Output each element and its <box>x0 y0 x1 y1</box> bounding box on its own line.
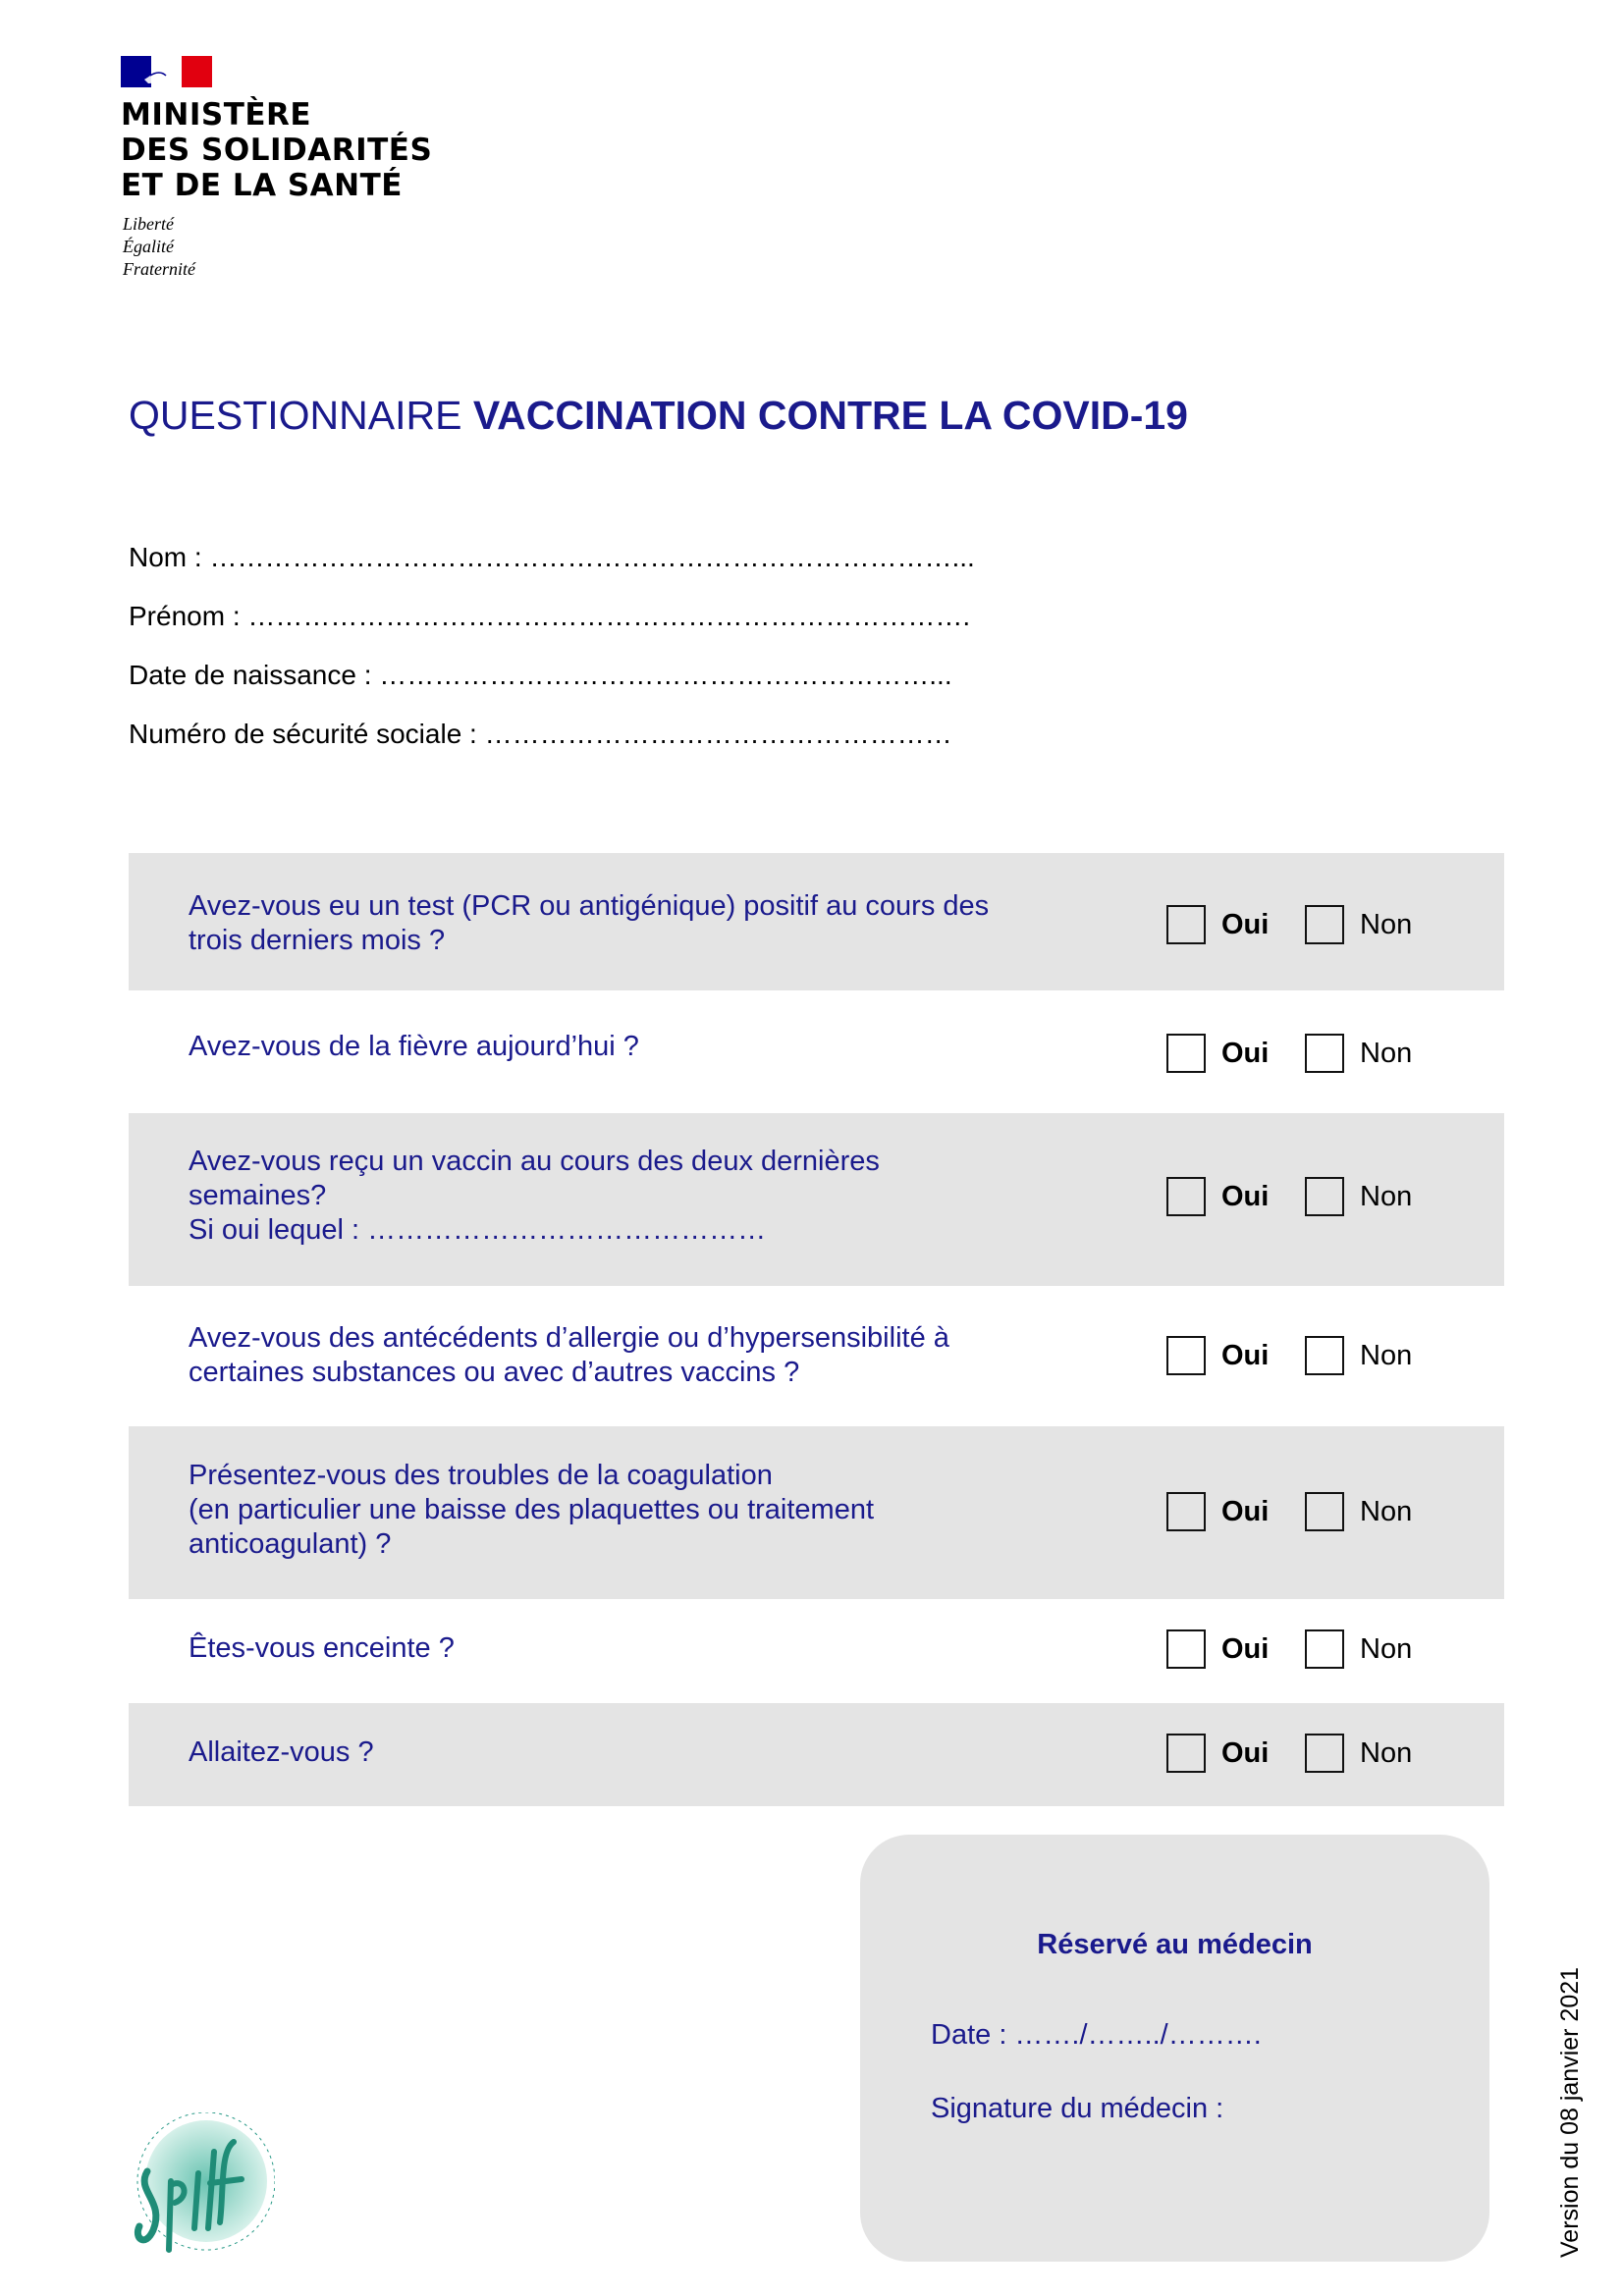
title-prefix: QUESTIONNAIRE <box>129 393 473 438</box>
question-row <box>129 990 1504 1113</box>
name-field[interactable]: Nom : ………………………………………………………………………... <box>129 542 975 572</box>
ministry-line: MINISTÈRE <box>121 97 312 133</box>
non-label: Non <box>1360 1038 1413 1069</box>
oui-checkbox[interactable] <box>1166 1734 1206 1773</box>
oui-checkbox[interactable] <box>1166 1034 1206 1073</box>
question-line: Avez-vous des antécédents d’allergie ou d’hypersensibilité à <box>189 1322 949 1354</box>
question-line: certaines substances ou avec d’autres vaccins ? <box>189 1357 800 1388</box>
identity-fields <box>129 542 975 777</box>
motto-line: Égalité <box>123 237 174 256</box>
question-text <box>189 1735 1072 1770</box>
social-security-field[interactable]: Numéro de sécurité sociale : …………………………………………… <box>129 719 952 749</box>
document-title <box>129 393 1188 439</box>
question-line: (en particulier une baisse des plaquettes ou traitement <box>189 1494 875 1525</box>
non-label: Non <box>1360 1340 1413 1371</box>
question-line: trois derniers mois ? <box>189 925 446 956</box>
non-checkbox[interactable] <box>1305 1336 1344 1375</box>
question-row <box>129 1286 1504 1426</box>
question-line: semaines? <box>189 1180 327 1211</box>
question-line: anticoagulant) ? <box>189 1528 392 1560</box>
question-line: Allaitez-vous ? <box>189 1736 374 1768</box>
oui-checkbox[interactable] <box>1166 1177 1206 1216</box>
question-line: Avez-vous reçu un vaccin au cours des deux dernières <box>189 1146 880 1177</box>
oui-checkbox[interactable] <box>1166 1336 1206 1375</box>
question-row <box>129 1426 1504 1599</box>
answer-options <box>1166 1177 1413 1220</box>
motto <box>123 213 195 281</box>
non-checkbox[interactable] <box>1305 1034 1344 1073</box>
non-checkbox[interactable] <box>1305 1629 1344 1669</box>
oui-label: Oui <box>1221 1038 1270 1069</box>
question-row <box>129 1599 1504 1703</box>
answer-options <box>1166 1629 1413 1673</box>
question-row <box>129 1113 1504 1286</box>
non-checkbox[interactable] <box>1305 1177 1344 1216</box>
birthdate-field[interactable]: Date de naissance : ……………………………………………………... <box>129 660 952 690</box>
version-note: Version du 08 janvier 2021 <box>1556 1966 1584 2258</box>
motto-line: Liberté <box>123 214 174 234</box>
oui-label: Oui <box>1221 1181 1270 1212</box>
answer-options <box>1166 1734 1413 1777</box>
question-line: Avez-vous de la fièvre aujourd’hui ? <box>189 1031 639 1062</box>
oui-checkbox[interactable] <box>1166 1492 1206 1531</box>
oui-label: Oui <box>1221 1340 1270 1371</box>
marianne-flag-icon <box>121 56 212 87</box>
answer-options <box>1166 1492 1413 1535</box>
firstname-field[interactable]: Prénom : ……………………………………………………………………. <box>129 601 971 631</box>
oui-label: Oui <box>1221 909 1270 940</box>
question-text <box>189 1030 1072 1064</box>
oui-label: Oui <box>1221 1737 1270 1769</box>
question-text <box>189 889 1072 958</box>
oui-label: Oui <box>1221 1496 1270 1527</box>
ministry-name <box>121 97 432 203</box>
question-text <box>189 1145 1072 1248</box>
ministry-line: DES SOLIDARITÉS <box>121 133 433 168</box>
question-row <box>129 1703 1504 1806</box>
doctor-signature-field[interactable]: Signature du médecin : <box>931 2093 1224 2124</box>
answer-options <box>1166 1034 1413 1077</box>
question-text <box>189 1321 1072 1390</box>
answer-options <box>1166 905 1413 948</box>
non-checkbox[interactable] <box>1305 905 1344 944</box>
question-line: Présentez-vous des troubles de la coagulation <box>189 1460 773 1491</box>
question-line: Avez-vous eu un test (PCR ou antigénique) positif au cours des <box>189 890 990 922</box>
spilf-logo <box>126 2112 275 2262</box>
question-line: Êtes-vous enceinte ? <box>189 1632 455 1664</box>
question-text <box>189 1631 1072 1666</box>
non-checkbox[interactable] <box>1305 1492 1344 1531</box>
reserved-date-field[interactable]: Date : ……./……../………. <box>931 2019 1262 2051</box>
non-label: Non <box>1360 909 1413 940</box>
doctor-reserved-box <box>860 1835 1489 2262</box>
non-label: Non <box>1360 1181 1413 1212</box>
non-label: Non <box>1360 1633 1413 1665</box>
reserved-title: Réservé au médecin <box>1037 1929 1313 1960</box>
motto-line: Fraternité <box>123 259 195 279</box>
answer-options <box>1166 1336 1413 1379</box>
oui-checkbox[interactable] <box>1166 1629 1206 1669</box>
oui-checkbox[interactable] <box>1166 905 1206 944</box>
title-bold: VACCINATION CONTRE LA COVID-19 <box>472 393 1188 438</box>
non-checkbox[interactable] <box>1305 1734 1344 1773</box>
non-label: Non <box>1360 1496 1413 1527</box>
ministry-line: ET DE LA SANTÉ <box>121 168 403 203</box>
question-line: Si oui lequel : …………………………………… <box>189 1214 767 1246</box>
question-text <box>189 1459 1072 1562</box>
question-row <box>129 853 1504 990</box>
oui-label: Oui <box>1221 1633 1270 1665</box>
non-label: Non <box>1360 1737 1413 1769</box>
